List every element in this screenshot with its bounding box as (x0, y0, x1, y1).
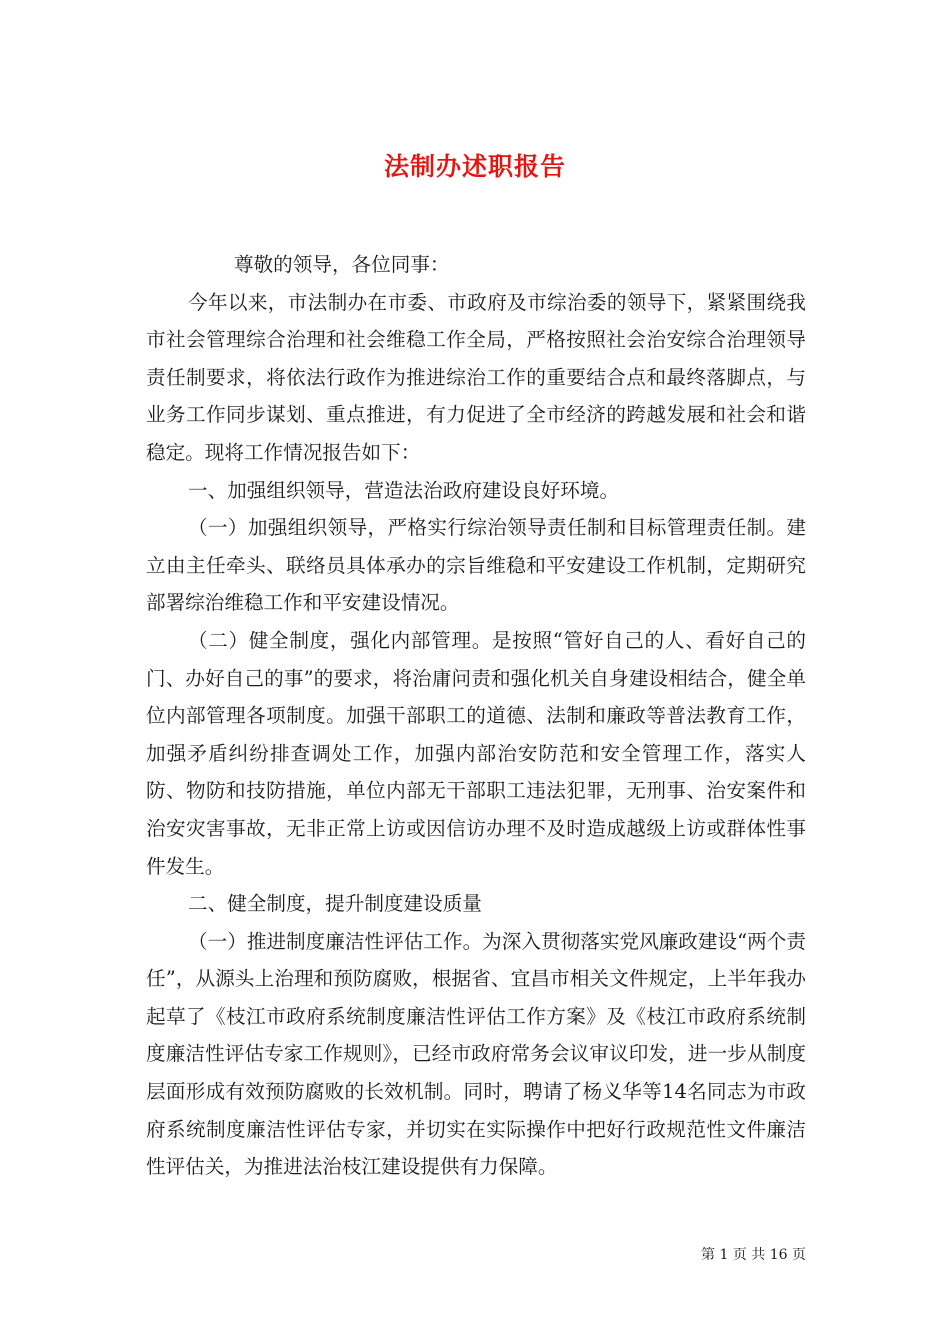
section-heading-2: 二、健全制度，提升制度建设质量 (188, 892, 482, 916)
paragraph-intro: 今年以来，市法制办在市委、市政府及市综治委的领导下，紧紧围绕我市社会管理综合治理和社会维稳工作全局，严格按照社会治安综合治理领导责任制要求，将依法行政作为推进综治工作的重要结合点和最终落脚点，与业务工作同步谋划、重点推进，有力促进了全市经济的跨越发展和社会和谐稳定。现将工作情况报告如下： (146, 290, 806, 464)
document-body (146, 246, 806, 1186)
paragraph-2-1: （一）推进制度廉洁性评估工作。为深入贯彻落实党风廉政建设“两个责任”，从源头上治理和预防腐败，根据省、宜昌市相关文件规定，上半年我办起草了《枝江市政府系统制度廉洁性评估工作方案》及《枝江市政府系统制度廉洁性评估专家工作规则》，已经市政府常务会议审议印发，进一步从制度层面形成有效预防腐败的长效机制。同时，聘请了杨义华等14名同志为市政府系统制度廉洁性评估专家，并切实在实际操作中把好行政规范性文件廉洁性评估关，为推进法治枝江建设提供有力保障。 (146, 929, 806, 1179)
document-title: 法制办述职报告 (383, 151, 566, 181)
page-number-footer: 第 1 页 共 16 页 (701, 1247, 806, 1263)
paragraph-1-1: （一）加强组织领导，严格实行综治领导责任制和目标管理责任制。建立由主任牵头、联络员具体承办的宗旨维稳和平安建设工作机制，定期研究部署综治维稳工作和平安建设情况。 (146, 516, 806, 615)
paragraph-1-2: （二）健全制度，强化内部管理。是按照“管好自己的人、看好自己的门、办好自己的事”的要求，将治庸问责和强化机关自身建设相结合，健全单位内部管理各项制度。加强干部职工的道德、法制和廉政等普法教育工作，加强矛盾纠纷排查调处工作，加强内部治安防范和安全管理工作，落实人防、物防和技防措施，单位内部无干部职工违法犯罪，无刑事、治安案件和治安灾害事故，无非正常上访或因信访办理不及时造成越级上访或群体性事件发生。 (146, 628, 806, 878)
salutation: 尊敬的领导，各位同事： (234, 253, 450, 276)
section-heading-1: 一、加强组织领导，营造法治政府建设良好环境。 (188, 478, 620, 502)
